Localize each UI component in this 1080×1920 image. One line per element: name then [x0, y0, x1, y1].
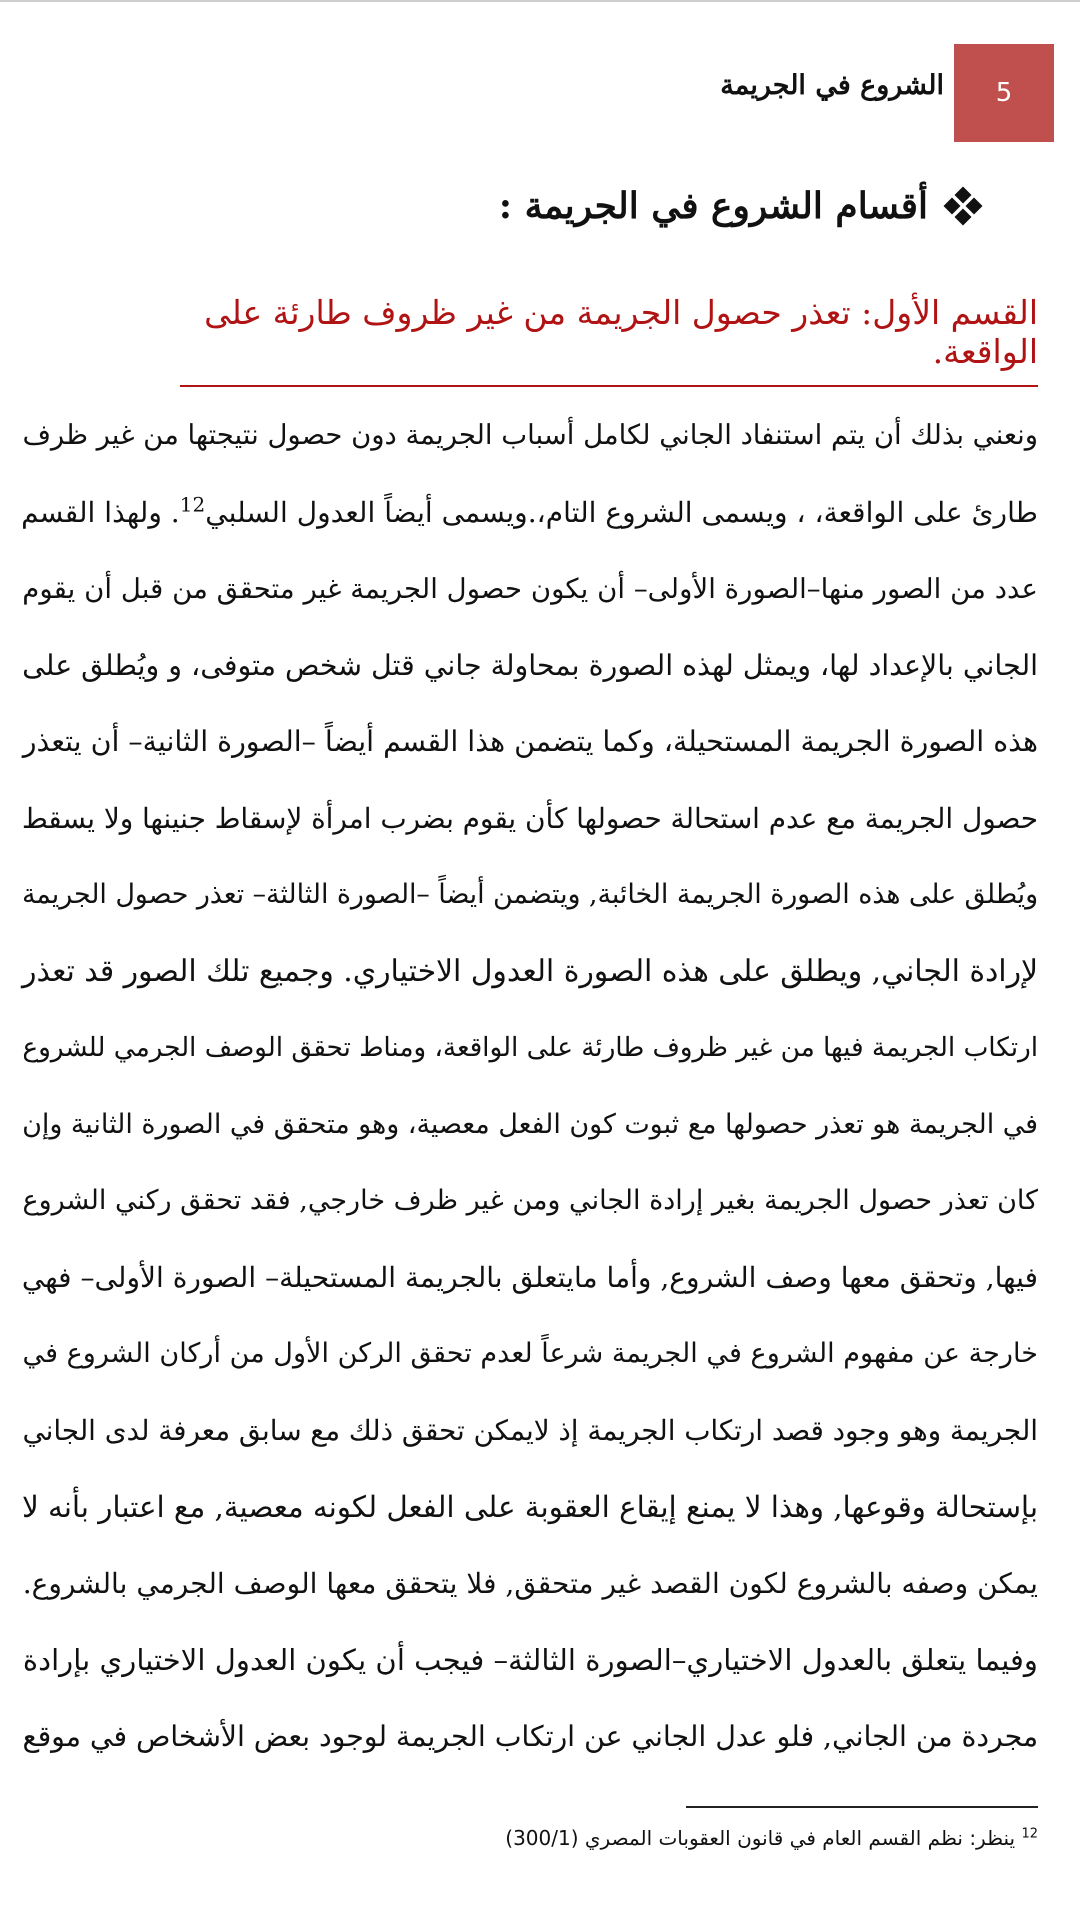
footnote-reference[interactable]: 12 — [179, 492, 206, 517]
body-line: لإرادة الجاني, ويطلق على هذه الصورة العدول الاختياري. وجميع تلك الصور قد تعذر — [22, 953, 1038, 989]
body-line-text: طارئ على الواقعة، ، ويسمى الشروع التام،.ويسمى أيضاً العدول السلبي — [205, 495, 1038, 529]
subsection-heading: القسم الأول: تعذر حصول الجريمة من غير ظروف طارئة على الواقعة. — [180, 293, 1038, 387]
body-line: خارجة عن مفهوم الشروع في الجريمة شرعاً لعدم تحقق الركن الأول من أركان الشروع في — [22, 1338, 1038, 1369]
body-line: في الجريمة هو تعذر حصولها مع ثبوت كون الفعل معصية، وهو متحقق في الصورة الثانية وإن — [22, 1108, 1038, 1140]
body-line: فيها, وتحقق معها وصف الشروع, وأما مايتعلق بالجريمة المستحيلة– الصورة الأولى– فهي — [21, 1260, 1038, 1294]
body-line: ونعني بذلك أن يتم استنفاد الجاني لكامل أسباب الجريمة دون حصول نتيجتها من غير ظرف — [22, 420, 1038, 451]
body-line: مجردة من الجاني, فلو عدل الجاني عن ارتكاب الجريمة لوجود بعض الأشخاص في موقع — [22, 1719, 1038, 1753]
body-line: وفيما يتعلق بالعدول الاختياري–الصورة الثالثة– فيجب أن يكون العدول الاختياري بإرادة — [22, 1643, 1038, 1677]
body-line: هذه الصورة الجريمة المستحيلة، وكما يتضمن هذا القسم أيضاً –الصورة الثانية– أن يتعذر — [22, 725, 1038, 758]
body-line — [22, 475, 1038, 552]
body-line: يمكن وصفه بالشروع لكون القصد غير متحقق, فلا يتحقق معها الوصف الجرمي بالشروع. — [22, 1566, 1038, 1600]
footnote-text: ينظر: نظم القسم العام في قانون العقوبات المصري (300/1) — [505, 1826, 1022, 1850]
section-heading — [100, 185, 980, 227]
body-line: عدد من الصور منها–الصورة الأولى– أن يكون حصول الجريمة غير متحقق من قبل أن يقوم — [22, 572, 1038, 605]
body-paragraph — [22, 398, 1038, 1775]
footnote — [238, 1826, 1038, 1850]
body-line-tail: . ولهذا القسم — [21, 495, 180, 529]
body-line: الجريمة وهو وجود قصد ارتكاب الجريمة إذ لايمكن تحقق ذلك مع سابق معرفة لدى الجاني — [22, 1413, 1038, 1447]
body-line: الجاني بالإعداد لها، ويمثل لهذه الصورة بمحاولة جاني قتل شخص متوفى، و ويُطلق على — [22, 648, 1038, 682]
four-diamond-bullet-icon — [946, 189, 980, 223]
body-line: بإستحالة وقوعها, وهذا لا يمنع إيقاع العقوبة على الفعل لكونه معصية, مع اعتبار بأنه لا — [21, 1490, 1038, 1524]
footnote-number: 12 — [1021, 1826, 1038, 1842]
body-line: ارتكاب الجريمة فيها من غير ظروف طارئة على الواقعة، ومناط تحقق الوصف الجرمي للشروع — [22, 1033, 1038, 1063]
top-divider — [0, 0, 1080, 2]
page-number-box: 5 — [954, 44, 1054, 142]
footnote-divider — [686, 1806, 1038, 1808]
body-line: حصول الجريمة مع عدم استحالة حصولها كأن يقوم بضرب امرأة لإسقاط جنينها ولا يسقط — [21, 801, 1038, 835]
running-title: الشروع في الجريمة — [720, 70, 944, 101]
body-line: ويُطلق على هذه الصورة الجريمة الخائبة, ويتضمن أيضاً –الصورة الثالثة– تعذر حصول الجريمة — [21, 879, 1038, 910]
section-heading-text: أقسام الشروع في الجريمة : — [498, 185, 928, 227]
page-header — [0, 44, 1080, 144]
body-line: كان تعذر حصول الجريمة بغير إرادة الجاني ومن غير ظرف خارجي, فقد تحقق ركني الشروع — [22, 1185, 1038, 1216]
